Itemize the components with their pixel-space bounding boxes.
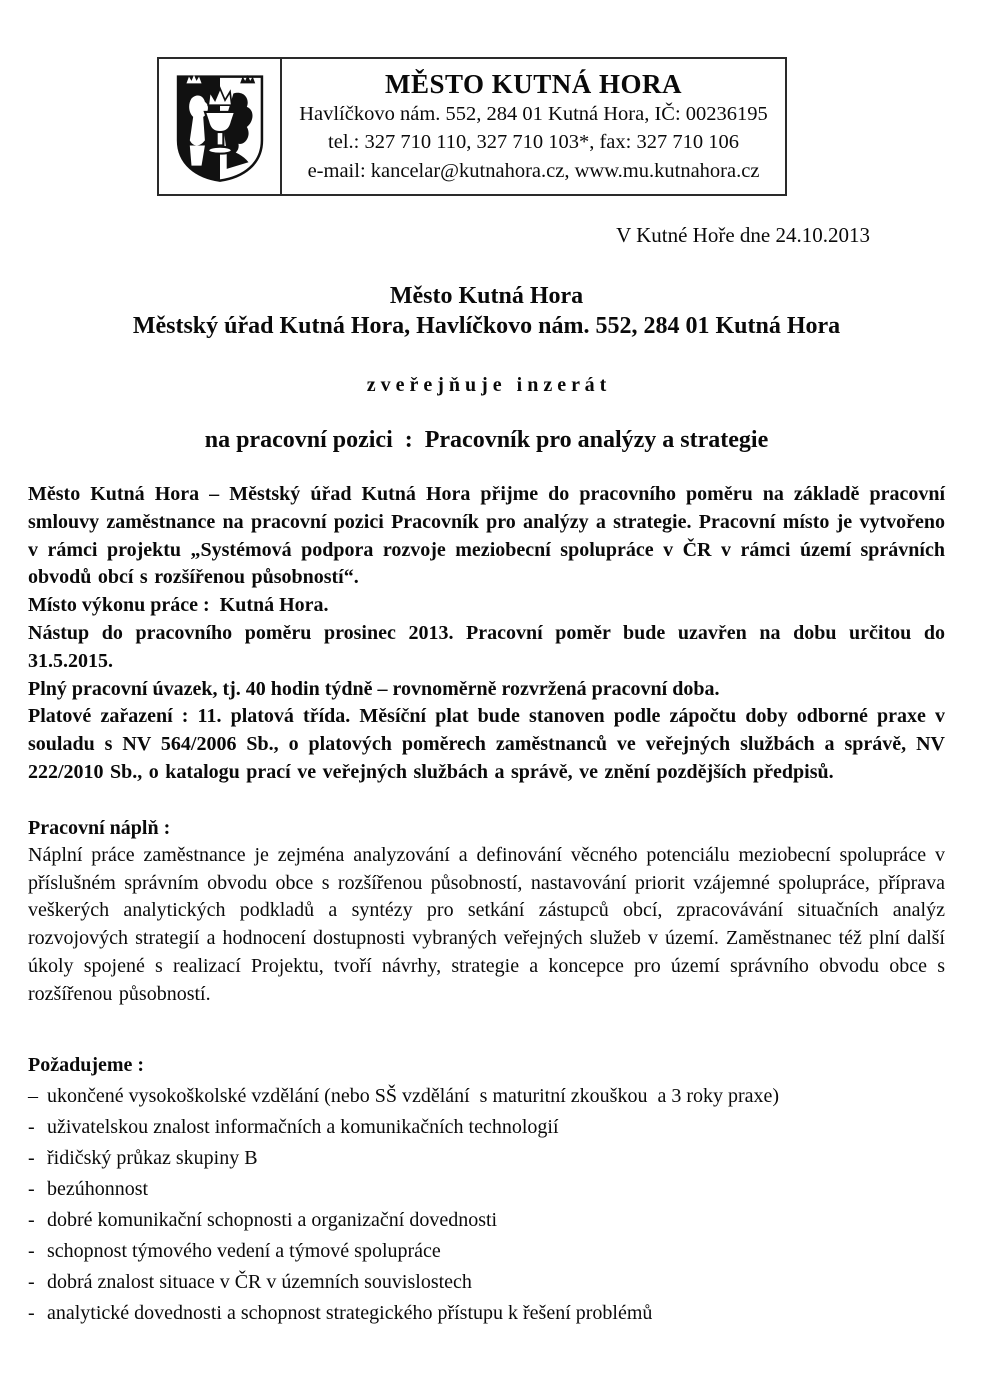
- organization-name: MĚSTO KUTNÁ HORA: [384, 68, 683, 99]
- requirements-heading: Požadujeme :: [28, 1053, 145, 1076]
- document-body: [28, 281, 945, 1329]
- salary-paragraph: Platové zařazení : 11. platová třída. Měsíční plat bude stanoven podle zápočtu doby odborné praxe v souladu s NV 564/2006 Sb., o platových poměrech zaměstnanců ve veřejných službách a správě, NV 222/2010 Sb., o katalogu prací ve veřejných službách a správě, ve znění pozdějších předpisů.: [28, 705, 945, 783]
- bullet-dash: -: [28, 1301, 35, 1324]
- work-location-line: Místo výkonu práce : Kutná Hora.: [28, 594, 329, 617]
- letterhead-box: [157, 57, 787, 196]
- phone-line: tel.: 327 710 110, 327 710 103*, fax: 327 710 106: [328, 131, 739, 154]
- email-line: e-mail: kancelar@kutnahora.cz, www.mu.kutnahora.cz: [307, 159, 760, 182]
- title-office: Městský úřad Kutná Hora, Havlíčkovo nám. 552, 284 01 Kutná Hora: [132, 313, 841, 339]
- city-coat-of-arms-icon: [168, 67, 272, 187]
- bullet-dash: -: [28, 1208, 35, 1231]
- bullet-dash: -: [28, 1177, 35, 1200]
- requirements-list: [28, 1081, 945, 1329]
- intro-paragraph: Město Kutná Hora – Městský úřad Kutná Hora přijme do pracovního poměru na základě pracovní smlouvy zaměstnance na pracovní pozici Pracovník pro analýzy a strategie. Pracovní místo je vytvořeno v rámci projektu „Systémová podpora rozvoje meziobecní spolupráce v ČR v rámci území správních obvodů obcí s rozšířenou působností“.: [28, 483, 945, 589]
- requirement-text: analytické dovednosti a schopnost strategického přístupu k řešení problémů: [47, 1301, 653, 1324]
- bullet-dash: -: [28, 1146, 35, 1169]
- job-description-body: Náplní práce zaměstnance je zejména analyzování a definování věcného potenciálu meziobecní spolupráce v příslušném správním obvodu obce s rozšířenou působností, nastavování priorit vzájemné spolupráce, příprava veškerých analytických podkladů a syntézy pro setkání zástupců obcí, zpracovávání situačních analýz rozvojových strategií a hodnocení dostupnosti vybraných veřejných služeb v území. Zaměstnanec též plní další úkoly spojené s realizací Projektu, tvoří návrhy, strategie a koncepce pro území správního obvodu obce s rozšířenou působností.: [28, 843, 945, 1005]
- requirement-text: bezúhonnost: [47, 1177, 149, 1200]
- requirement-text: uživatelskou znalost informačních a komunikačních technologií: [47, 1115, 559, 1138]
- bullet-dash: –: [28, 1084, 38, 1107]
- requirement-text: schopnost týmového vedení a týmové spolupráce: [47, 1239, 441, 1262]
- job-description-heading: Pracovní náplň :: [28, 816, 171, 839]
- requirement-item: [28, 1143, 945, 1174]
- letterhead-text: [282, 59, 785, 194]
- requirement-text: řidičský průkaz skupiny B: [47, 1146, 258, 1169]
- requirement-item: [28, 1298, 945, 1329]
- requirement-item: [28, 1112, 945, 1143]
- bullet-dash: -: [28, 1115, 35, 1138]
- requirement-item: [28, 1236, 945, 1267]
- requirement-text: dobrá znalost situace v ČR v územních souvislostech: [47, 1270, 472, 1293]
- requirement-item: [28, 1174, 945, 1205]
- requirement-item: [28, 1205, 945, 1236]
- address-line: Havlíčkovo nám. 552, 284 01 Kutná Hora, IČ: 00236195: [299, 102, 768, 125]
- bullet-dash: -: [28, 1239, 35, 1262]
- requirement-item: [28, 1081, 945, 1112]
- requirement-text: dobré komunikační schopnosti a organizační dovednosti: [47, 1208, 498, 1231]
- bullet-dash: -: [28, 1270, 35, 1293]
- requirement-item: [28, 1267, 945, 1298]
- announce-line: z v e ř e j ň u j e i n z e r á t: [366, 374, 607, 396]
- requirement-text: ukončené vysokoškolské vzdělání (nebo SŠ vzdělání s maturitní zkouškou a 3 roky praxe): [47, 1084, 780, 1107]
- title-city: Město Kutná Hora: [389, 283, 584, 309]
- working-hours-line: Plný pracovní úvazek, tj. 40 hodin týdně – rovnoměrně rozvržená pracovní doba.: [28, 677, 720, 700]
- date-line: V Kutné Hoře dne 24.10.2013: [616, 223, 870, 247]
- start-date-paragraph: Nástup do pracovního poměru prosinec 2013. Pracovní poměr bude uzavřen na dobu určitou do 31.5.2015.: [28, 621, 945, 672]
- position-title: na pracovní pozici : Pracovník pro analýzy a strategie: [204, 427, 769, 453]
- coat-of-arms-cell: [159, 59, 282, 194]
- intro-block: [28, 481, 945, 787]
